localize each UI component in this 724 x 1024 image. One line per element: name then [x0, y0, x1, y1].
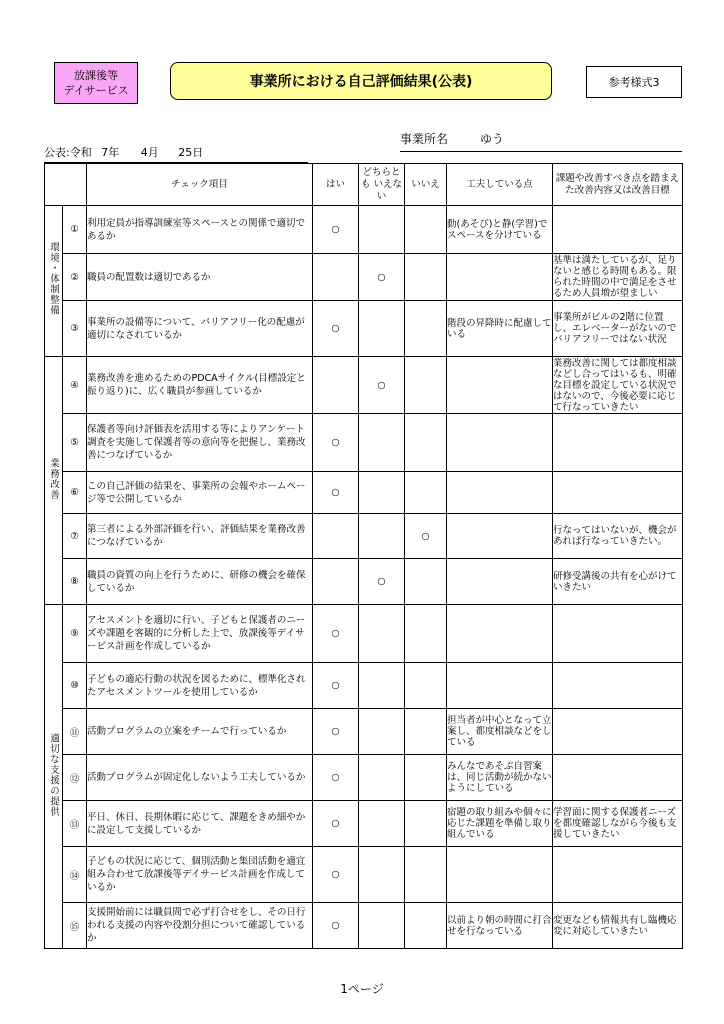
effort-note	[447, 605, 553, 663]
answer-yes: ○	[313, 301, 359, 357]
answer-neither	[359, 847, 405, 903]
check-item-text: 活動プログラムが固定化しないよう工夫しているか	[87, 755, 313, 801]
issues-note	[553, 206, 683, 254]
date-day: 25日	[178, 146, 204, 159]
answer-no	[405, 254, 447, 301]
table-row	[45, 357, 683, 414]
row-number: ⑤	[63, 414, 87, 472]
answer-yes: ○	[313, 801, 359, 847]
col-yes: はい	[313, 164, 359, 206]
badge-line-2: デイサービス	[63, 84, 129, 97]
office-line	[400, 130, 682, 152]
answer-no	[405, 206, 447, 254]
effort-note: みんなであそぶ自習案は、同じ活動が続かないようにしている	[447, 755, 553, 801]
effort-note: 以前より朝の時間に打合せを行なっている	[447, 903, 553, 949]
answer-yes	[313, 514, 359, 559]
issues-note: 基準は満たしているが、足りないと感じる時間もある。限られた時間の中で満足をさせるため人員増が望ましい	[553, 254, 683, 301]
issues-note: 変更なども情報共有し臨機応変に対応していきたい	[553, 903, 683, 949]
page-number: 1ページ	[340, 982, 384, 996]
answer-neither: ○	[359, 254, 405, 301]
issues-note	[553, 605, 683, 663]
row-number: ④	[63, 357, 87, 414]
effort-note: 動(あそび)と静(学習)でスペースを分けている	[447, 206, 553, 254]
answer-neither	[359, 663, 405, 709]
answer-no	[405, 414, 447, 472]
table-row	[45, 514, 683, 559]
effort-note: 宿題の取り組みや個々に応じた課題を準備し取り組んでいる	[447, 801, 553, 847]
evaluation-table	[44, 163, 683, 949]
answer-yes: ○	[313, 903, 359, 949]
answer-no	[405, 472, 447, 514]
answer-yes	[313, 559, 359, 605]
table-row	[45, 755, 683, 801]
table-row	[45, 206, 683, 254]
check-item-text: 事業所の設備等について、バリアフリー化の配慮が適切になされているか	[87, 301, 313, 357]
check-item-text: 子どもの状況に応じて、個別活動と集団活動を適宜組み合わせて放課後等デイサービス計画を作成しているか	[87, 847, 313, 903]
issues-note: 研修受講後の共有を心がけていきたい	[553, 559, 683, 605]
row-number: ⑫	[63, 755, 87, 801]
answer-no	[405, 801, 447, 847]
category-label: 適切な支援の提供	[48, 732, 59, 817]
date-month: 4月	[140, 146, 159, 159]
effort-note	[447, 357, 553, 414]
answer-no	[405, 663, 447, 709]
office-label: 事業所名	[400, 132, 449, 146]
answer-yes: ○	[313, 206, 359, 254]
row-number: ⑦	[63, 514, 87, 559]
col-neither: どちらとも いえない	[359, 164, 405, 206]
answer-neither	[359, 755, 405, 801]
col-check-item: チェック項目	[87, 164, 313, 206]
answer-neither	[359, 605, 405, 663]
effort-note	[447, 514, 553, 559]
row-number: ⑥	[63, 472, 87, 514]
effort-note	[447, 414, 553, 472]
issues-note	[553, 847, 683, 903]
answer-yes	[313, 254, 359, 301]
answer-no	[405, 357, 447, 414]
answer-yes: ○	[313, 605, 359, 663]
badge-line-1: 放課後等	[74, 69, 118, 82]
effort-note: 階段の昇降時に配慮している	[447, 301, 553, 357]
answer-yes	[313, 357, 359, 414]
category-cell	[45, 206, 63, 357]
table-row	[45, 254, 683, 301]
category-label: 環境・体制整備	[48, 242, 59, 316]
answer-neither	[359, 301, 405, 357]
answer-no	[405, 605, 447, 663]
date-year: 7年	[101, 146, 120, 159]
check-item-text: 活動プログラムの立案をチームで行っているか	[87, 709, 313, 755]
answer-yes: ○	[313, 472, 359, 514]
answer-neither	[359, 514, 405, 559]
category-cell	[45, 605, 63, 949]
row-number: ⑬	[63, 801, 87, 847]
issues-note: 学習面に関する保護者ニーズを都度確認しながら今後も支援していきたい	[553, 801, 683, 847]
answer-neither: ○	[359, 559, 405, 605]
page-title: 事業所における自己評価結果(公表)	[170, 62, 552, 100]
table-row	[45, 847, 683, 903]
col-issues: 課題や改善すべき点を踏まえた改善内容又は改善目標	[553, 164, 683, 206]
answer-neither	[359, 206, 405, 254]
row-number: ⑪	[63, 709, 87, 755]
issues-note: 業務改善に関しては都度相談などし合ってはいるも、明確な目標を設定している状況ではないので、今後必要に応じて行なっていきたい	[553, 357, 683, 414]
table-row	[45, 301, 683, 357]
table-row	[45, 414, 683, 472]
check-item-text: 子どもの適応行動の状況を図るために、標準化されたアセスメントツールを使用しているか	[87, 663, 313, 709]
answer-neither	[359, 903, 405, 949]
effort-note	[447, 559, 553, 605]
answer-no	[405, 755, 447, 801]
answer-no	[405, 559, 447, 605]
check-item-text: 職員の配置数は適切であるか	[87, 254, 313, 301]
issues-note	[553, 414, 683, 472]
header-blank	[45, 164, 87, 206]
row-number: ⑮	[63, 903, 87, 949]
answer-yes: ○	[313, 755, 359, 801]
effort-note	[447, 472, 553, 514]
table-row	[45, 472, 683, 514]
answer-no	[405, 301, 447, 357]
row-number: ⑩	[63, 663, 87, 709]
answer-neither	[359, 472, 405, 514]
row-number: ②	[63, 254, 87, 301]
check-item-text: 職員の資質の向上を行うために、研修の機会を確保しているか	[87, 559, 313, 605]
answer-yes: ○	[313, 709, 359, 755]
check-item-text: 第三者による外部評価を行い、評価結果を業務改善につなげているか	[87, 514, 313, 559]
check-item-text: 支援開始前には職員間で必ず打合せをし、その日行われる支援の内容や役割分担について確認しているか	[87, 903, 313, 949]
issues-note	[553, 663, 683, 709]
answer-no	[405, 709, 447, 755]
answer-no: ○	[405, 514, 447, 559]
issues-note	[553, 709, 683, 755]
effort-note: 担当者が中心となって立案し、都度相談などをしている	[447, 709, 553, 755]
row-number: ⑭	[63, 847, 87, 903]
table-row	[45, 605, 683, 663]
publication-date	[44, 144, 308, 163]
col-no: いいえ	[405, 164, 447, 206]
col-effort: 工夫している点	[447, 164, 553, 206]
check-item-text: この自己評価の結果を、事業所の会報やホームページ等で公開しているか	[87, 472, 313, 514]
check-item-text: 平日、休日、長期休暇に応じて、課題をきめ細やかに設定して支援しているか	[87, 801, 313, 847]
row-number: ⑧	[63, 559, 87, 605]
service-type-badge	[54, 62, 138, 104]
table-row	[45, 801, 683, 847]
check-item-text: 利用定員が指導訓練室等スペースとの関係で適切であるか	[87, 206, 313, 254]
effort-note	[447, 663, 553, 709]
answer-neither	[359, 414, 405, 472]
table-row	[45, 559, 683, 605]
check-item-text: 保護者等向け評価表を活用する等によりアンケート調査を実施して保護者等の意向等を把握し、業務改善につなげているか	[87, 414, 313, 472]
row-number: ⑨	[63, 605, 87, 663]
issues-note: 事業所がビルの2階に位置し、エレベーターがないのでバリアフリーではない状況	[553, 301, 683, 357]
check-item-text: 業務改善を進めるためのPDCAサイクル(目標設定と振り返り)に、広く職員が参画しているか	[87, 357, 313, 414]
form-label: 参考様式3	[586, 66, 682, 98]
category-cell	[45, 357, 63, 605]
answer-neither	[359, 801, 405, 847]
issues-note	[553, 472, 683, 514]
check-item-text: アセスメントを適切に行い、子どもと保護者のニーズや課題を客観的に分析した上で、放課後等デイサービス計画を作成しているか	[87, 605, 313, 663]
row-number: ③	[63, 301, 87, 357]
answer-yes: ○	[313, 414, 359, 472]
effort-note	[447, 847, 553, 903]
answer-no	[405, 903, 447, 949]
issues-note: 行なってはいないが、機会があれば行なっていきたい。	[553, 514, 683, 559]
date-prefix: 公表:令和	[44, 146, 92, 159]
office-name: ゆう	[479, 132, 504, 146]
table-row	[45, 663, 683, 709]
answer-yes: ○	[313, 847, 359, 903]
row-number: ①	[63, 206, 87, 254]
answer-neither	[359, 709, 405, 755]
category-label: 業務改善	[48, 457, 59, 500]
answer-yes: ○	[313, 663, 359, 709]
table-row	[45, 709, 683, 755]
effort-note	[447, 254, 553, 301]
issues-note	[553, 755, 683, 801]
answer-neither: ○	[359, 357, 405, 414]
answer-no	[405, 847, 447, 903]
table-row	[45, 903, 683, 949]
